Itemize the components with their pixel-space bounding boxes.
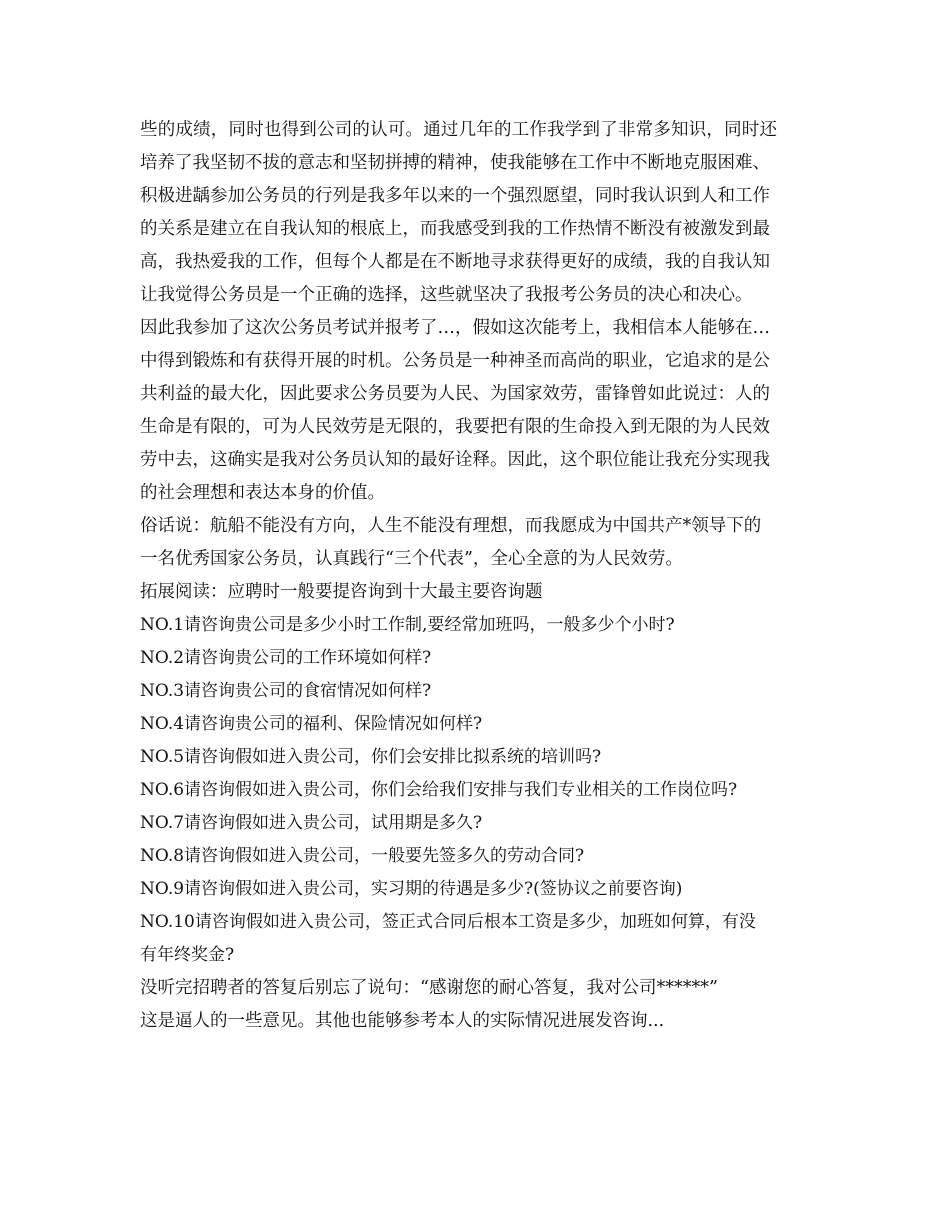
question-item: NO.3请咨询贵公司的食宿情况如何样? xyxy=(140,681,432,701)
text-line: 劳中去，这确实是我对公务员认知的最好诠释。因此，这个职位能让我充分实现我 xyxy=(140,450,770,470)
text-line: 因此我参加了这次公务员考试并报考了…，假如这次能考上，我相信本人能够在… xyxy=(140,318,770,338)
text-line: 生命是有限的，可为人民效劳是无限的，我要把有限的生命投入到无限的为人民效 xyxy=(140,417,770,437)
question-item: NO.1请咨询贵公司是多少小时工作制,要经常加班吗，一般多少个小时? xyxy=(140,615,675,635)
question-item: NO.2请咨询贵公司的工作环境如何样? xyxy=(140,648,432,668)
paragraph-ideal xyxy=(140,510,820,576)
text-line: 中得到锻炼和有获得开展的时机。公务员是一种神圣而高尚的职业，它追求的是公 xyxy=(140,351,770,371)
document-body xyxy=(140,114,820,1038)
paragraph-public-service xyxy=(140,312,820,510)
closing-line: 没听完招聘者的答复后别忘了说句：“感谢您的耐心答复，我对公司******” xyxy=(140,978,718,998)
closing-line: 这是逼人的一些意见。其他也能够参考本人的实际情况进展发咨询... xyxy=(140,1011,665,1031)
paragraph-career-motivation xyxy=(140,114,820,312)
question-item: NO.4请咨询贵公司的福利、保险情况如何样? xyxy=(140,714,483,734)
text-line: 共利益的最大化，因此要求公务员要为人民、为国家效劳，雷锋曾如此说过：人的 xyxy=(140,384,770,404)
question-item: NO.10请咨询假如进入贵公司，签正式合同后根本工资是多少，加班如何算，有没 xyxy=(140,912,756,932)
text-line: 的关系是建立在自我认知的根底上，而我感受到我的工作热情不断没有被激发到最 xyxy=(140,219,770,239)
text-line: 培养了我坚韧不拔的意志和坚韧拼搏的精神，使我能够在工作中不断地克服困难、 xyxy=(140,153,770,173)
question-item: NO.5请咨询假如进入贵公司，你们会安排比拟系统的培训吗? xyxy=(140,747,602,767)
text-line: 一名优秀国家公务员，认真践行“三个代表”，全心全意的为人民效劳。 xyxy=(140,549,683,569)
text-line: 让我觉得公务员是一个正确的选择，这些就坚决了我报考公务员的决心和决心。 xyxy=(140,285,753,305)
question-item: NO.9请咨询假如进入贵公司，实习期的待遇是多少?(签协议之前要咨询) xyxy=(140,879,683,899)
text-line: 高，我热爱我的工作，但每个人都是在不断地寻求获得更好的成绩，我的自我认知 xyxy=(140,252,770,272)
question-item-continuation: 有年终奖金? xyxy=(140,945,235,965)
text-line: 的社会理想和表达本身的价值。 xyxy=(140,483,385,503)
question-list xyxy=(140,609,820,972)
extended-reading-title: 拓展阅读：应聘时一般要提咨询到十大最主要咨询题 xyxy=(140,582,543,602)
question-item: NO.8请咨询假如进入贵公司，一般要先签多久的劳动合同? xyxy=(140,846,585,866)
text-line: 俗话说：航船不能没有方向，人生不能没有理想，而我愿成为中国共产*领导下的 xyxy=(140,516,762,536)
closing-notes xyxy=(140,972,820,1038)
text-line: 积极进龋参加公务员的行列是我多年以来的一个强烈愿望，同时我认识到人和工作 xyxy=(140,186,770,206)
text-line: 些的成绩，同时也得到公司的认可。通过几年的工作我学到了非常多知识，同时还 xyxy=(140,120,778,140)
question-item: NO.7请咨询假如进入贵公司，试用期是多久? xyxy=(140,813,483,833)
question-item: NO.6请咨询假如进入贵公司，你们会给我们安排与我们专业相关的工作岗位吗? xyxy=(140,780,738,800)
